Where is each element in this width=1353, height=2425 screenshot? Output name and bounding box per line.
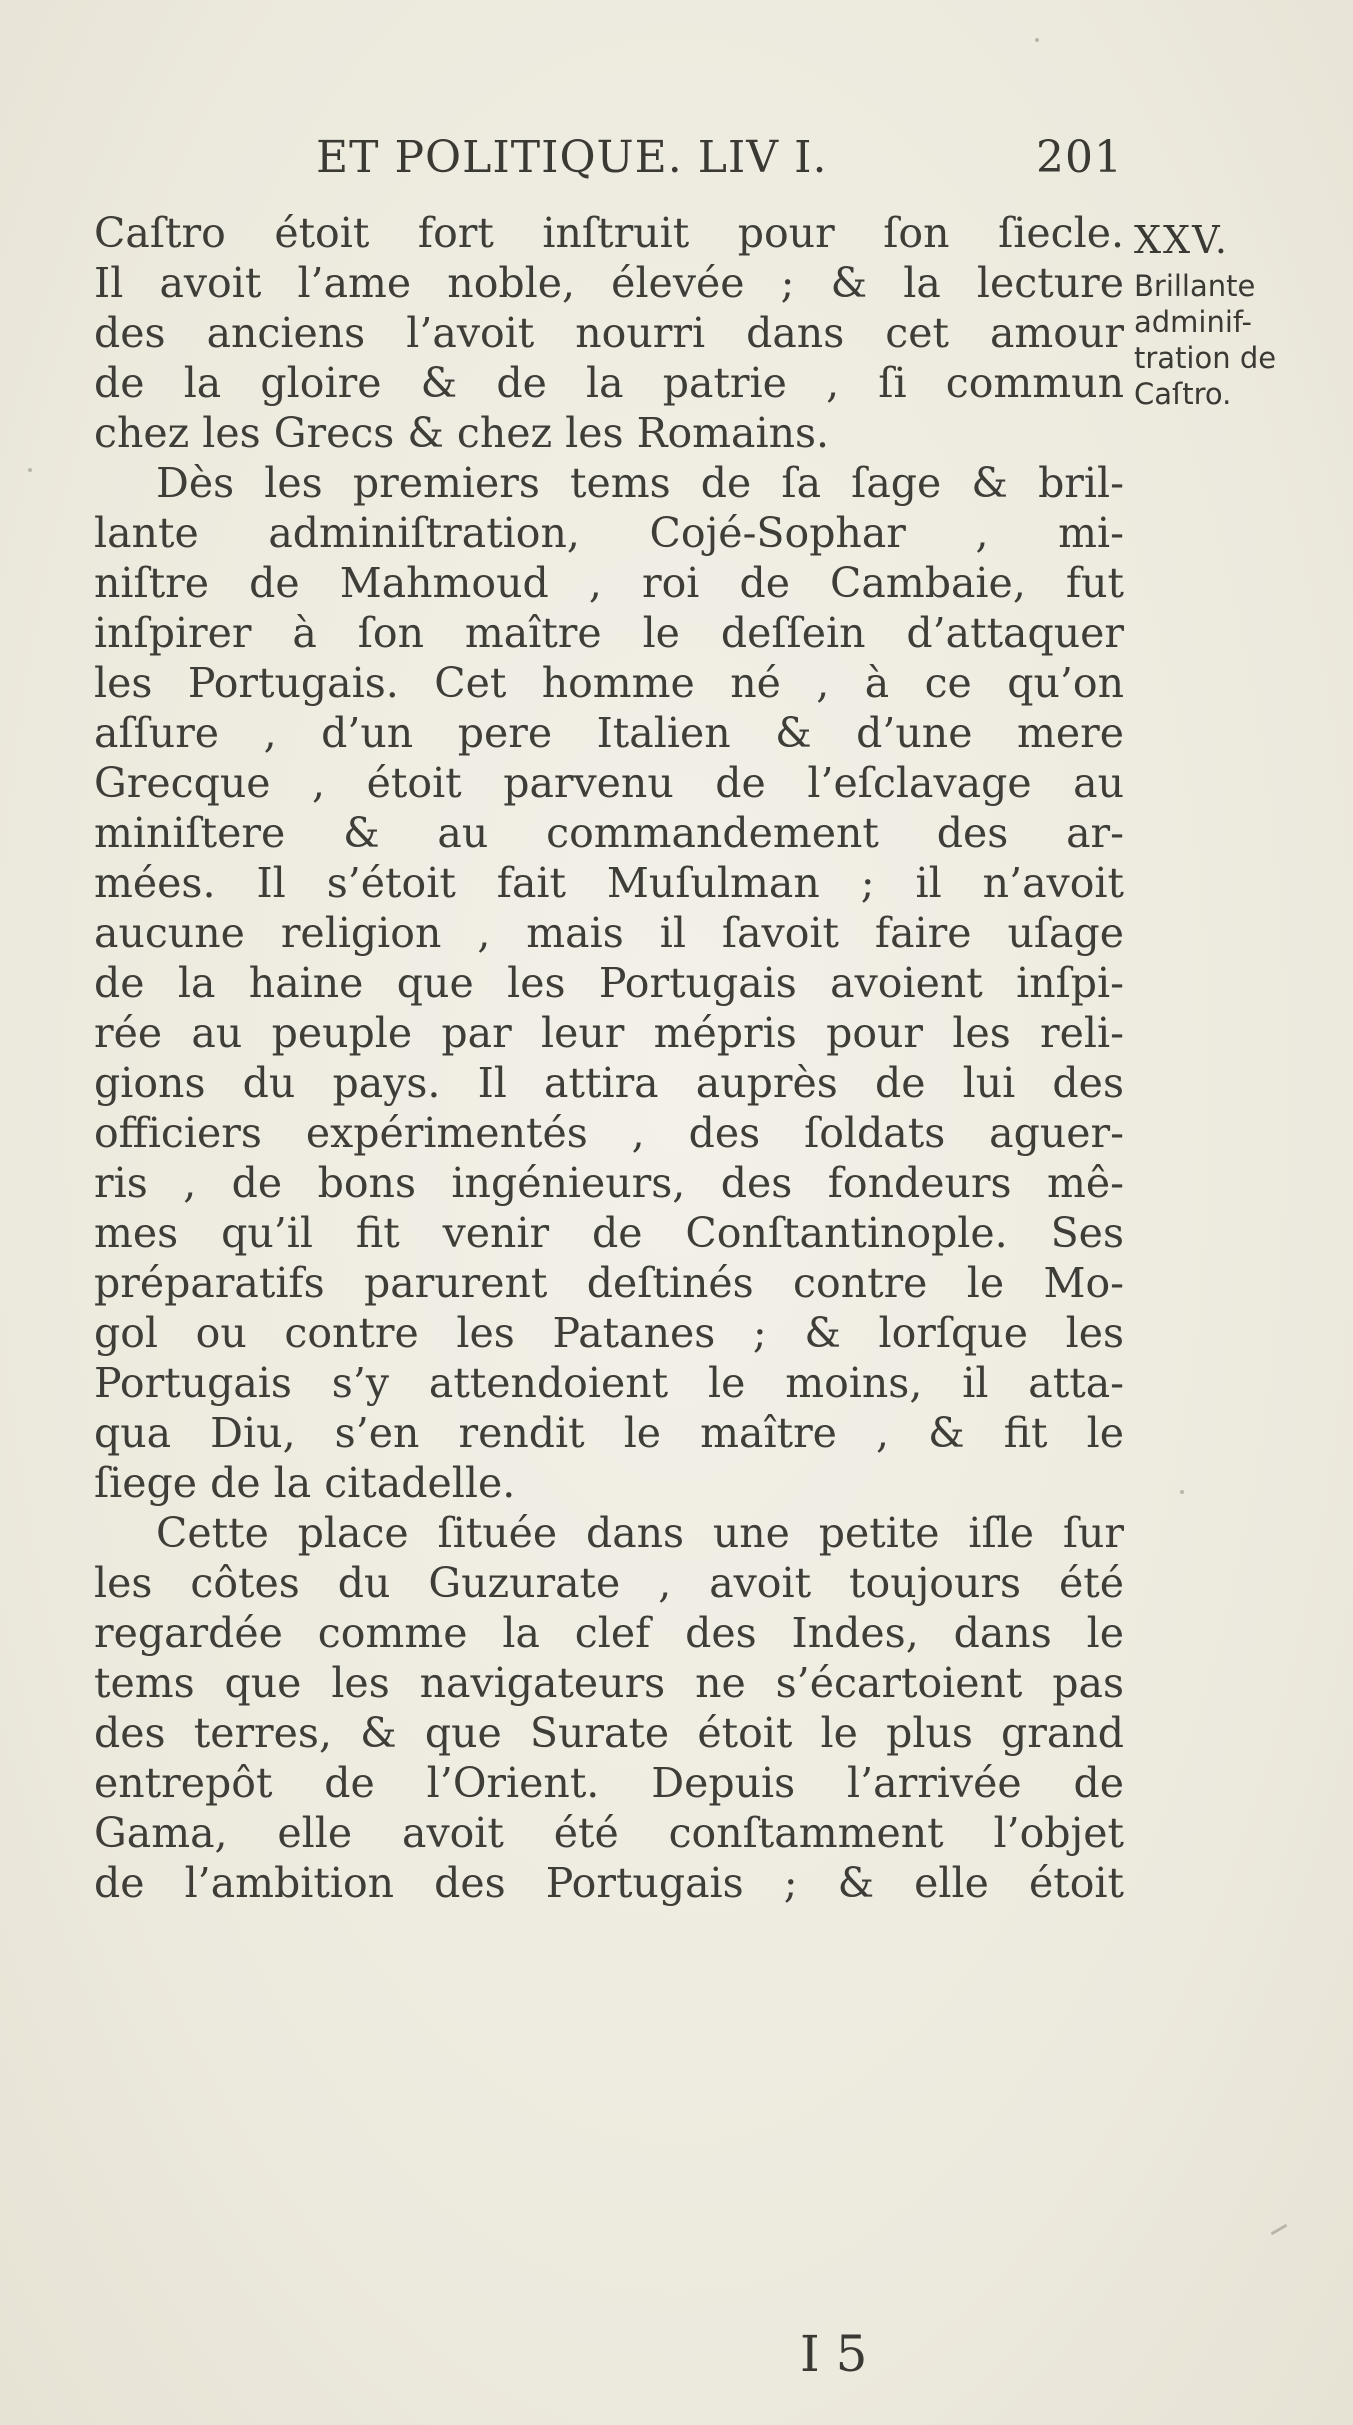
signature-mark: I 5 <box>800 2325 868 2383</box>
text-line: Grecque , étoit parvenu de l’eſclavage au <box>94 759 1124 807</box>
text-line: niſtre de Mahmoud , roi de Cambaie, fut <box>94 559 1124 607</box>
text-line: ſiege de la citadelle. <box>94 1459 516 1507</box>
paper-speck <box>28 468 32 472</box>
margin-note-number: XXV. <box>1134 218 1229 262</box>
running-title: ET POLITIQUE. LIV I. <box>316 132 828 183</box>
text-line: lante adminiſtration, Cojé-Sophar , mi- <box>94 509 1124 557</box>
text-line: des anciens l’avoit nourri dans cet amour <box>94 309 1124 357</box>
page-number: 201 <box>1036 132 1123 183</box>
paper-speck <box>1035 38 1039 42</box>
page-header <box>0 128 1353 198</box>
text-line: les Portugais. Cet homme né , à ce qu’on <box>94 659 1124 707</box>
text-line: miniſtere & au commandement des ar- <box>94 809 1124 857</box>
margin-note-line: Caſtro. <box>1134 377 1232 411</box>
text-line: les côtes du Guzurate , avoit toujours été <box>94 1559 1124 1607</box>
text-line: Gama, elle avoit été conſtamment l’objet <box>94 1809 1124 1857</box>
text-line: regardée comme la clef des Indes, dans le <box>94 1609 1124 1657</box>
text-line: Portugais s’y attendoient le moins, il atta- <box>94 1359 1124 1407</box>
paper-speck <box>1180 1490 1184 1494</box>
margin-note-line: adminif- <box>1134 305 1253 339</box>
text-line: gions du pays. Il attira auprès de lui des <box>94 1059 1124 1107</box>
text-line: mes qu’il fit venir de Conſtantinople. Ses <box>94 1209 1124 1257</box>
text-line: aſſure , d’un pere Italien & d’une mere <box>94 709 1124 757</box>
text-line: rée au peuple par leur mépris pour les reli- <box>94 1009 1124 1057</box>
text-line: Dès les premiers tems de ſa ſage & bril- <box>156 459 1124 507</box>
paper-speck <box>1270 2224 1287 2236</box>
text-line: de la haine que les Portugais avoient inſpi- <box>94 959 1124 1007</box>
text-line: Il avoit l’ame noble, élevée ; & la lecture <box>94 259 1124 307</box>
text-line: ris , de bons ingénieurs, des fondeurs mê- <box>94 1159 1124 1207</box>
text-line: entrepôt de l’Orient. Depuis l’arrivée de <box>94 1759 1124 1807</box>
text-line: Caſtro étoit fort inſtruit pour ſon ſiecle. <box>94 209 1124 257</box>
margin-note-line: tration de <box>1134 341 1277 375</box>
text-line: mées. Il s’étoit fait Muſulman ; il n’avoit <box>94 859 1124 907</box>
text-line: qua Diu, s’en rendit le maître , & fit le <box>94 1409 1124 1457</box>
margin-note <box>1134 212 1334 412</box>
text-line: gol ou contre les Patanes ; & lorſque les <box>94 1309 1124 1357</box>
text-line: de la gloire & de la patrie , ſi commun <box>94 359 1124 407</box>
text-line: de l’ambition des Portugais ; & elle étoit <box>94 1859 1124 1907</box>
text-line: Cette place ſituée dans une petite iſle ſur <box>156 1509 1124 1557</box>
text-line: tems que les navigateurs ne s’écartoient pas <box>94 1659 1124 1707</box>
body-text <box>94 208 1124 1908</box>
margin-note-line: Brillante <box>1134 269 1256 303</box>
text-line: chez les Grecs & chez les Romains. <box>94 409 830 457</box>
text-line: préparatifs parurent deſtinés contre le Mo- <box>94 1259 1124 1307</box>
text-line: des terres, & que Surate étoit le plus grand <box>94 1709 1124 1757</box>
text-line: officiers expérimentés , des ſoldats aguer- <box>94 1109 1124 1157</box>
text-line: inſpirer à ſon maître le deſſein d’attaquer <box>94 609 1124 657</box>
text-line: aucune religion , mais il ſavoit faire uſage <box>94 909 1124 957</box>
